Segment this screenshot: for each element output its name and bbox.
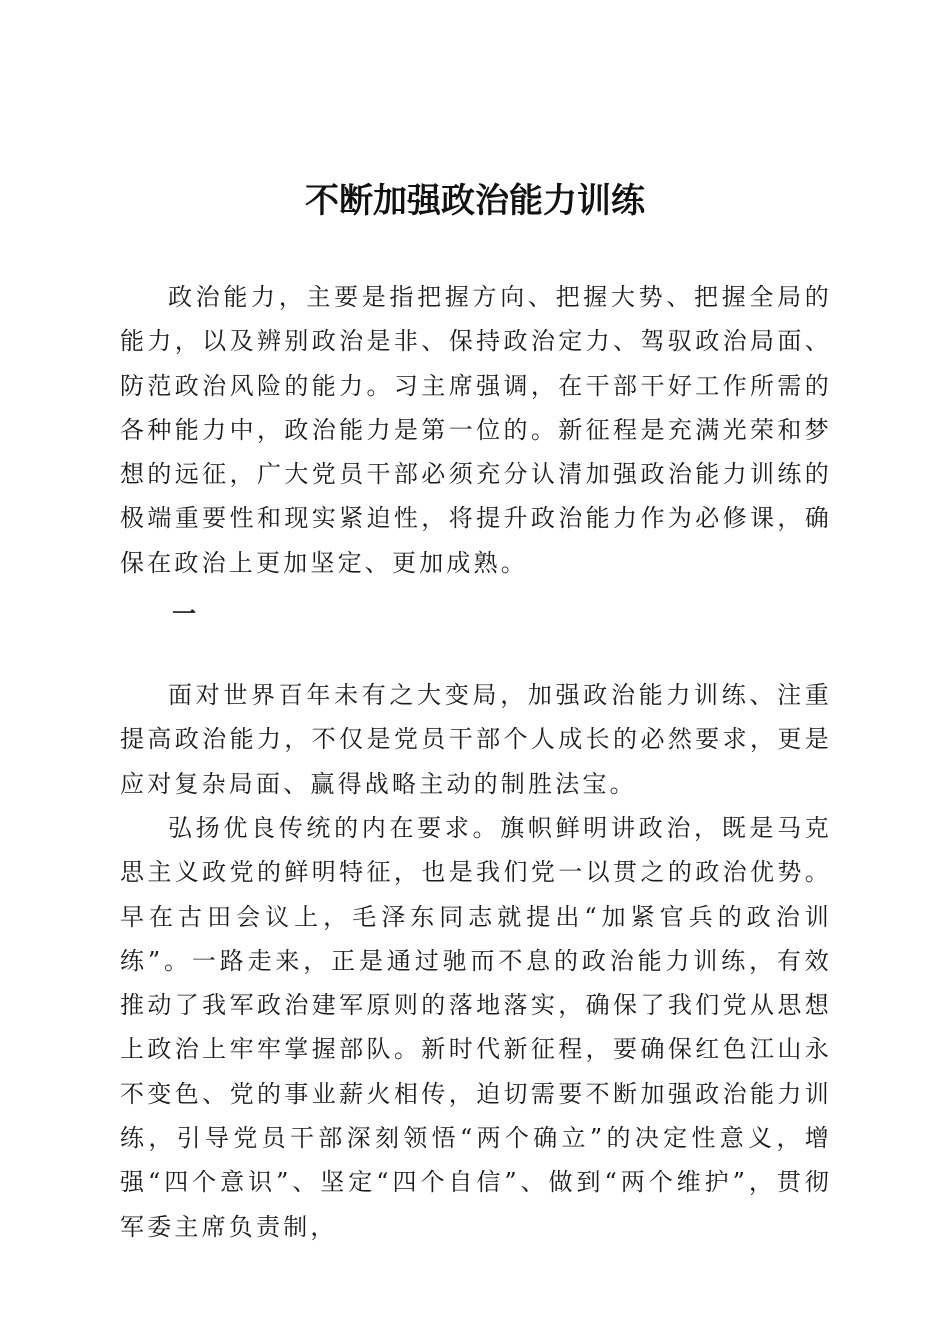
document-title: 不断加强政治能力训练 bbox=[305, 181, 645, 221]
document-body bbox=[120, 275, 832, 1249]
intro-paragraph: 政治能力，主要是指把握方向、把握大势、把握全局的能力，以及辨别政治是非、保持政治定力、驾驭政治局面、防范政治风险的能力。习主席强调，在干部干好工作所需的各种能力中，政治能力是第一位的。新征程是充满光荣和梦想的远征，广大党员干部必须充分认清加强政治能力训练的极端重要性和现实紧迫性，将提升政治能力作为必修课，确保在政治上更加坚定、更加成熟。 bbox=[120, 283, 832, 577]
section-paragraph-2: 弘扬优良传统的内在要求。旗帜鲜明讲政治，既是马克思主义政党的鲜明特征，也是我们党一以贯之的政治优势。早在古田会议上，毛泽东同志就提出“加紧官兵的政治训练”。一路走来，正是通过驰而不息的政治能力训练，有效推动了我军政治建军原则的落地落实，确保了我们党从思想上政治上牢牢掌握部队。新时代新征程，要确保红色江山永不变色、党的事业薪火相传，迫切需要不断加强政治能力训练，引导党员干部深刻领悟“两个确立”的决定性意义，增强“四个意识”、坚定“四个自信”、做到“两个维护”，贯彻军委主席负责制， bbox=[120, 813, 832, 1241]
section-paragraph-1: 面对世界百年未有之大变局，加强政治能力训练、注重提高政治能力，不仅是党员干部个人成长的必然要求，更是应对复杂局面、赢得战略主动的制胜法宝。 bbox=[120, 681, 832, 798]
section-heading-number: 一 bbox=[172, 600, 200, 629]
